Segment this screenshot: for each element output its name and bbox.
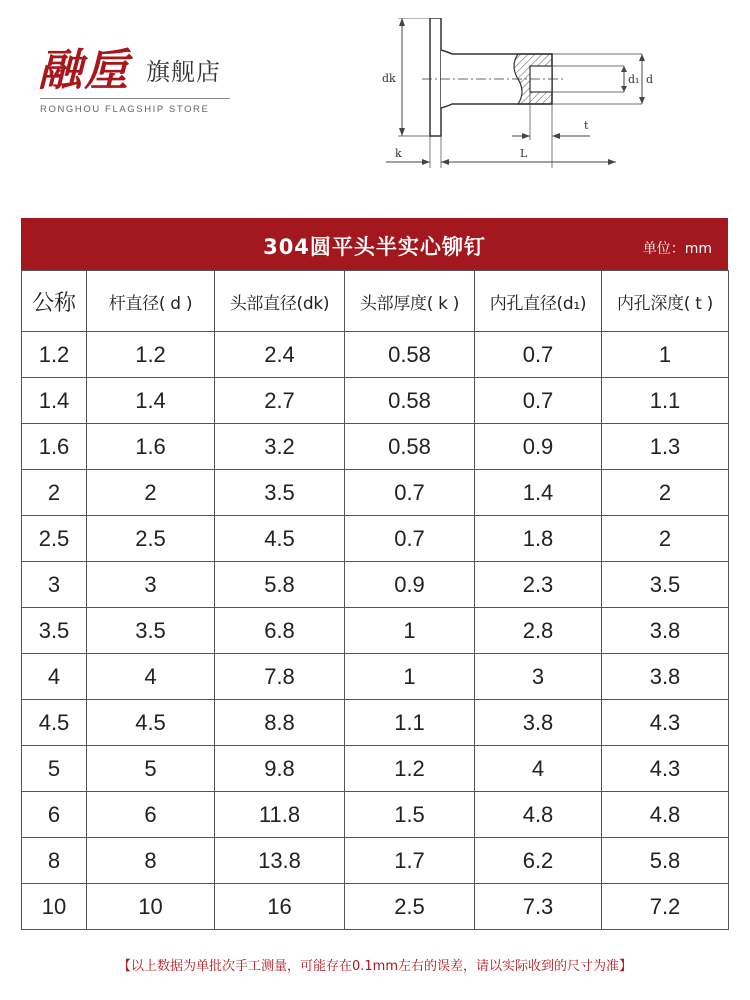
table-row [22,792,729,838]
cell-nominal: 4.5 [22,700,87,746]
cell-bore-depth: 4.8 [602,792,729,838]
cell-head-diameter: 9.8 [215,746,345,792]
table-row [22,700,729,746]
cell-bore-depth: 1.1 [602,378,729,424]
header-head-thickness: 头部厚度( k ) [345,271,475,332]
cell-head-diameter: 2.7 [215,378,345,424]
table-title: 304圆平头半实心铆钉 [263,235,486,259]
cell-head-thickness: 0.7 [345,516,475,562]
cell-bore-depth: 3.5 [602,562,729,608]
cell-bore-depth: 7.2 [602,884,729,930]
table-row [22,424,729,470]
cell-bore-depth: 2 [602,516,729,562]
cell-bore-diameter: 4.8 [475,792,602,838]
cell-head-thickness: 0.58 [345,424,475,470]
cell-head-diameter: 5.8 [215,562,345,608]
cell-head-thickness: 1.2 [345,746,475,792]
table-row [22,516,729,562]
cell-head-diameter: 7.8 [215,654,345,700]
cell-head-thickness: 0.7 [345,470,475,516]
cell-shank-diameter: 10 [87,884,215,930]
cell-head-diameter: 8.8 [215,700,345,746]
cell-head-thickness: 0.9 [345,562,475,608]
cell-bore-depth: 3.8 [602,654,729,700]
cell-head-diameter: 6.8 [215,608,345,654]
cell-head-diameter: 3.5 [215,470,345,516]
diagram-label-L: L [520,147,528,160]
table-row [22,838,729,884]
cell-bore-diameter: 2.3 [475,562,602,608]
cell-head-thickness: 2.5 [345,884,475,930]
cell-shank-diameter: 4 [87,654,215,700]
table-row [22,746,729,792]
cell-bore-diameter: 0.9 [475,424,602,470]
table-unit: 单位：mm [642,241,712,257]
measurement-note: 【以上数据为单批次手工测量，可能存在0.1mm左右的误差，请以实际收到的尺寸为准】 [117,959,632,974]
cell-head-thickness: 1.7 [345,838,475,884]
table-row [22,470,729,516]
cell-nominal: 10 [22,884,87,930]
cell-shank-diameter: 3.5 [87,608,215,654]
table-row [22,378,729,424]
cell-nominal: 2.5 [22,516,87,562]
brand-suffix: 旗舰店 [146,58,221,86]
cell-shank-diameter: 5 [87,746,215,792]
cell-shank-diameter: 4.5 [87,700,215,746]
cell-bore-depth: 1.3 [602,424,729,470]
cell-head-thickness: 1 [345,608,475,654]
table-body [22,332,729,930]
header-head-diameter: 头部直径(dk) [215,271,345,332]
cell-bore-diameter: 2.8 [475,608,602,654]
cell-nominal: 6 [22,792,87,838]
cell-head-diameter: 4.5 [215,516,345,562]
diagram-label-t: t [584,119,589,132]
cell-head-thickness: 1.1 [345,700,475,746]
cell-bore-diameter: 3 [475,654,602,700]
brand-header [28,30,238,120]
rivet-head [430,18,441,136]
diagram-label-d: d [646,73,654,86]
cell-bore-diameter: 7.3 [475,884,602,930]
table-header-row [22,271,729,332]
spec-table [21,270,729,930]
rivet-diagram [380,18,660,178]
cell-bore-diameter: 6.2 [475,838,602,884]
cell-head-thickness: 1.5 [345,792,475,838]
cell-shank-diameter: 6 [87,792,215,838]
spec-table-section [21,218,728,930]
cell-shank-diameter: 2 [87,470,215,516]
table-title-bar [21,218,728,270]
cell-bore-depth: 3.8 [602,608,729,654]
cell-bore-depth: 5.8 [602,838,729,884]
cell-head-diameter: 3.2 [215,424,345,470]
cell-bore-depth: 4.3 [602,700,729,746]
table-row [22,562,729,608]
cell-shank-diameter: 8 [87,838,215,884]
header-bore-depth: 内孔深度( t ) [602,271,729,332]
rivet-drawing [380,18,660,178]
brand-divider [40,98,230,99]
brand-logo: 融垕 [38,45,130,96]
cell-head-thickness: 0.58 [345,378,475,424]
table-row [22,332,729,378]
table-row [22,608,729,654]
cell-head-thickness: 1 [345,654,475,700]
cell-head-diameter: 13.8 [215,838,345,884]
cell-shank-diameter: 1.2 [87,332,215,378]
cell-bore-diameter: 0.7 [475,378,602,424]
cell-shank-diameter: 1.6 [87,424,215,470]
diagram-label-k: k [395,147,402,160]
cell-bore-diameter: 4 [475,746,602,792]
cell-nominal: 3.5 [22,608,87,654]
cell-head-diameter: 11.8 [215,792,345,838]
cell-nominal: 8 [22,838,87,884]
cell-bore-depth: 1 [602,332,729,378]
cell-shank-diameter: 2.5 [87,516,215,562]
cell-shank-diameter: 1.4 [87,378,215,424]
cell-nominal: 5 [22,746,87,792]
cell-nominal: 2 [22,470,87,516]
table-row [22,654,729,700]
cell-bore-diameter: 1.4 [475,470,602,516]
cell-bore-diameter: 1.8 [475,516,602,562]
cell-head-thickness: 0.58 [345,332,475,378]
table-row [22,884,729,930]
diagram-label-dk: dk [382,72,396,85]
cell-head-diameter: 2.4 [215,332,345,378]
cell-nominal: 1.4 [22,378,87,424]
brand-subtitle: RONGHOU FLAGSHIP STORE [40,104,210,115]
cell-bore-depth: 4.3 [602,746,729,792]
diagram-label-d1: d₁ [628,73,640,86]
cell-nominal: 1.6 [22,424,87,470]
cell-bore-diameter: 0.7 [475,332,602,378]
cell-nominal: 3 [22,562,87,608]
cell-shank-diameter: 3 [87,562,215,608]
cell-nominal: 4 [22,654,87,700]
cell-bore-depth: 2 [602,470,729,516]
cell-nominal: 1.2 [22,332,87,378]
header-shank-diameter: 杆直径( d ) [87,271,215,332]
header-nominal: 公称 [22,271,87,332]
cell-bore-diameter: 3.8 [475,700,602,746]
header-bore-diameter: 内孔直径(d₁) [475,271,602,332]
cell-head-diameter: 16 [215,884,345,930]
